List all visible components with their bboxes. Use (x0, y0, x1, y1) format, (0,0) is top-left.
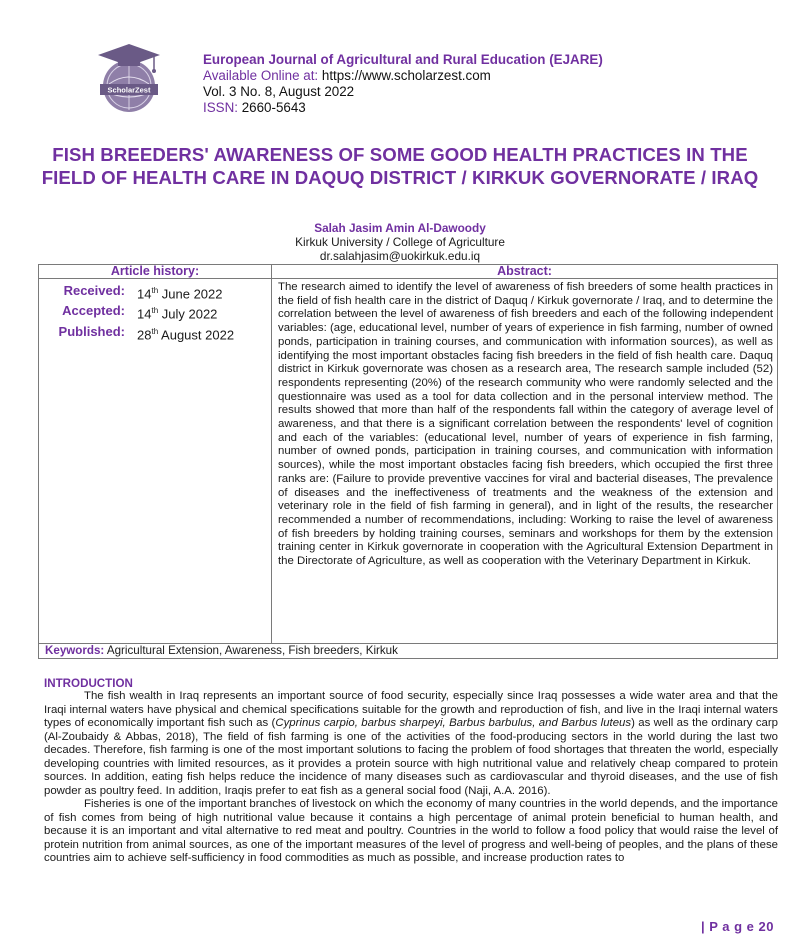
article-history-dates (39, 282, 271, 343)
article-history-heading: Article history: (39, 265, 272, 279)
intro-paragraph-1: The fish wealth in Iraq represents an important source of food security, especially since Iraq possesses a wide water area and that the Iraqi internal waters have physical and chemical specifications suitable for the growth and reproduction of fish, and live in the Iraqi internal waters types of economically important fish such as (Cyprinus carpio, barbus sharpeyi, Barbus barbulus, and Barbus luteus) as well as the ordinary carp (Al-Zoubaidy & Abbas, 2018), The field of fish farming is one of the activities of the food-producing sectors in the world during the last two decades. Therefore, fish farming is one of the most important solutions to facing the problem of food shortages that threaten the world, especially developing countries with limited resources, as it provides a protein source with high nutritional value and relatively cheap compared to protein sources. In addition, eating fish helps reduce the incidence of many diseases such as cardiovascular and thyroid diseases, and the use of fish powder as poultry feed. In addition, Iraqis prefer to eat fish as a general social food (Naji, A.A. 2016). (44, 690, 778, 797)
accepted-label: Accepted: (62, 303, 125, 319)
introduction-body (44, 690, 778, 866)
received-label: Received: (63, 283, 125, 298)
abstract-text: The research aimed to identify the level of awareness of fish breeders of some health practices in the field of fish health care in the district of Daquq / Kirkuk governorate / Iraq, and to determine the correlation between the level of awareness of fish breeders and each of the following independent variables: (age, educational level, number of years of experience in fish farming, number of owned ponds, participation in training courses, and communication with information sources), as well as identifying the most important obstacles facing fish breeders in the field of fish health care. Daquq district in Kirkuk governorate was chosen as a research area, The research sample included (52) respondents representing (20%) of the research community who were randomly selected and the questionnaire was used as a tool for data collection and in the personal interview method. The results showed that more than half of the respondents fall within the category of average level of awareness, and that there is a significant correlation between the respondents' level of cognition and each of the variables: (educational level, number of years of experience in fish farming, number of owned ponds, participation in training courses, and communication with information sources), while the most important obstacles facing fish breeders, which occupied the first three ranks are: (Failure to provide preventive vaccines for viral and bacterial diseases, The prevalence of diseases and the ineffectiveness of treatments and the weakness of the extension and veterinary role in the field of fish farming in general), and in light of the results, the researcher recommended a number of recommendations, including: Working to raise the level of awareness of fish breeders by holding training courses, seminars and workshops for them by the extension training center in Kirkuk governorate in cooperation with the Agricultural Extension Department in the Directorate of Agriculture, as well as cooperation with the Veterinary Department in Kirkuk. (272, 279, 778, 644)
page-footer (701, 919, 774, 934)
keywords-text: Agricultural Extension, Awareness, Fish breeders, Kirkuk (106, 644, 398, 657)
scholarzest-logo (92, 42, 166, 116)
issn-label: ISSN: (203, 100, 238, 115)
keywords-row (39, 644, 778, 659)
journal-issn (203, 100, 603, 116)
received-date: 14th June 2022 (137, 286, 223, 302)
journal-title: European Journal of Agricultural and Rural Education (EJARE) (203, 52, 603, 67)
published-label: Published: (58, 323, 125, 339)
page-label: | P a g e (700, 919, 755, 934)
journal-availability (203, 68, 603, 84)
published-date: 28th August 2022 (137, 326, 235, 342)
available-label: Available Online at: (203, 68, 319, 83)
history-row-accepted (39, 302, 271, 322)
issn-value: 2660-5643 (241, 100, 306, 115)
author-email[interactable]: dr.salahjasim@uokirkuk.edu.iq (319, 249, 481, 263)
history-row-published (39, 323, 271, 343)
author-name: Salah Jasim Amin Al-Dawoody (314, 221, 486, 235)
accepted-date: 14th July 2022 (137, 306, 218, 322)
keywords-label: Keywords: (45, 644, 105, 657)
article-history-cell (39, 279, 272, 644)
abstract-heading: Abstract: (272, 265, 778, 279)
journal-volume: Vol. 3 No. 8, August 2022 (203, 84, 355, 99)
journal-header (203, 52, 603, 116)
author-block (0, 221, 800, 263)
author-affiliation: Kirkuk University / College of Agriculture (295, 235, 505, 249)
fish-species-names: Cyprinus carpio, barbus sharpeyi, Barbus barbulus, and Barbus luteus (275, 717, 632, 729)
intro-paragraph-2: Fisheries is one of the important branches of livestock on which the economy of many countries in the world depends, and the importance of fish comes from being of high nutritional value because it contains a high percentage of animal protein beneficial to human health, and because it is an important and vital alternative to red meat and poultry. Countries in the world to follow a food policy that would raise the level of protein nutrition from animal sources, as one of the important measures of the level of progress and well-being of peoples, and the plans of these countries aim to achieve self-sufficiency in food commodities as much as possible, and increase production rates to (44, 798, 778, 864)
article-info-table (38, 264, 778, 659)
introduction-heading: INTRODUCTION (44, 677, 133, 690)
history-row-received (39, 282, 271, 302)
journal-url-link[interactable]: https://www.scholarzest.com (321, 68, 491, 83)
paper-title: FISH BREEDERS' AWARENESS OF SOME GOOD HEALTH PRACTICES IN THE FIELD OF HEALTH CARE IN DAQUQ DISTRICT / KIRKUK GOVERNORATE / IRAQ (41, 144, 759, 188)
svg-text:ScholarZest: ScholarZest (107, 85, 151, 95)
page-number: 20 (758, 919, 774, 934)
